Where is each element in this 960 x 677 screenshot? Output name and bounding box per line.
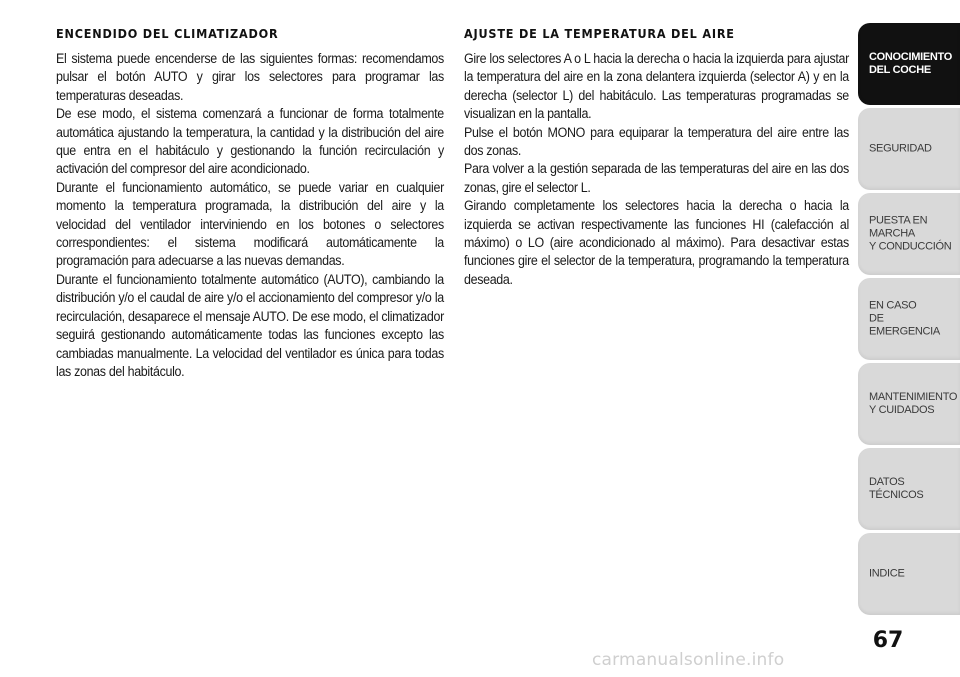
tab-label: EN CASO DE EMERGENCIA — [869, 299, 940, 338]
section-encendido — [56, 26, 444, 381]
tab-seguridad[interactable] — [858, 108, 960, 190]
tab-label: DATOS TÉCNICOS — [869, 476, 924, 501]
section-body: Gire los selectores A o L hacia la derecha o hacia la izquierda para ajustar la temperatura del aire en la zona delantera izquierda (selector A) y en la derecha (selector L) del habitáculo. Las temperaturas programadas se visualizan en la pantalla. Pulse el botón MONO para equiparar la temperatura del aire entre las dos zonas. Para volver a la gestión separada de las temperaturas del aire en las dos zonas, gire el selector L. Girando completamente los selectores hacia la derecha o hacia la izquierda se activan respectivamente las funciones HI (calefacción al máximo) o LO (aire acondicionado al máximo). Para desactivar estas funciones gire el selector de la temperatura, programando la temperatura deseada. — [464, 51, 849, 287]
tab-label: INDICE — [869, 567, 905, 580]
page-number: 67 — [872, 628, 904, 653]
tab-indice[interactable] — [858, 533, 960, 615]
tab-datos-tecnicos[interactable] — [858, 448, 960, 530]
section-ajuste-temperatura — [464, 26, 849, 289]
watermark: carmanualsonline.info — [592, 650, 785, 670]
tab-en-caso-de-emergencia[interactable] — [858, 278, 960, 360]
tab-label: SEGURIDAD — [869, 142, 932, 155]
chapter-tabs — [858, 23, 960, 618]
tab-label: PUESTA EN MARCHA Y CONDUCCIÓN — [869, 214, 952, 253]
section-heading: AJUSTE DE LA TEMPERATURA DEL AIRE — [464, 26, 735, 41]
tab-label: CONOCIMIENTO DEL COCHE — [869, 51, 952, 76]
section-heading: ENCENDIDO DEL CLIMATIZADOR — [56, 26, 279, 41]
tab-label: MANTENIMIENTO Y CUIDADOS — [869, 391, 958, 416]
tab-mantenimiento[interactable] — [858, 363, 960, 445]
tab-puesta-en-marcha[interactable] — [858, 193, 960, 275]
section-body: El sistema puede encenderse de las siguientes formas: recomendamos pulsar el botón AUTO y girar los selectores para programar las temperaturas deseadas. De ese modo, el sistema comenzará a funcionar de forma totalmente automática ajustando la temperatura, la cantidad y la distribución del aire que entra en el habitáculo y gestionando la función recirculación y activación del compresor del aire acondicionado. Durante el funcionamiento automático, se puede variar en cualquier momento la temperatura programada, la distribución del aire y la velocidad del ventilador interviniendo en los botones o selectores correspondientes: el sistema modificará automáticamente la programación para adecuarse a las nuevas demandas. Durante el funcionamiento totalmente automático (AUTO), cambiando la distribución y/o el caudal de aire y/o el accionamiento del compresor y/o la recirculación, desaparece el mensaje AUTO. De ese modo, el climatizador seguirá gestionando automáticamente todas las funciones excepto las cambiadas manualmente. La velocidad del ventilador es única para todas las zonas del habitáculo. — [56, 51, 444, 379]
tab-conocimiento-del-coche[interactable] — [858, 23, 960, 105]
